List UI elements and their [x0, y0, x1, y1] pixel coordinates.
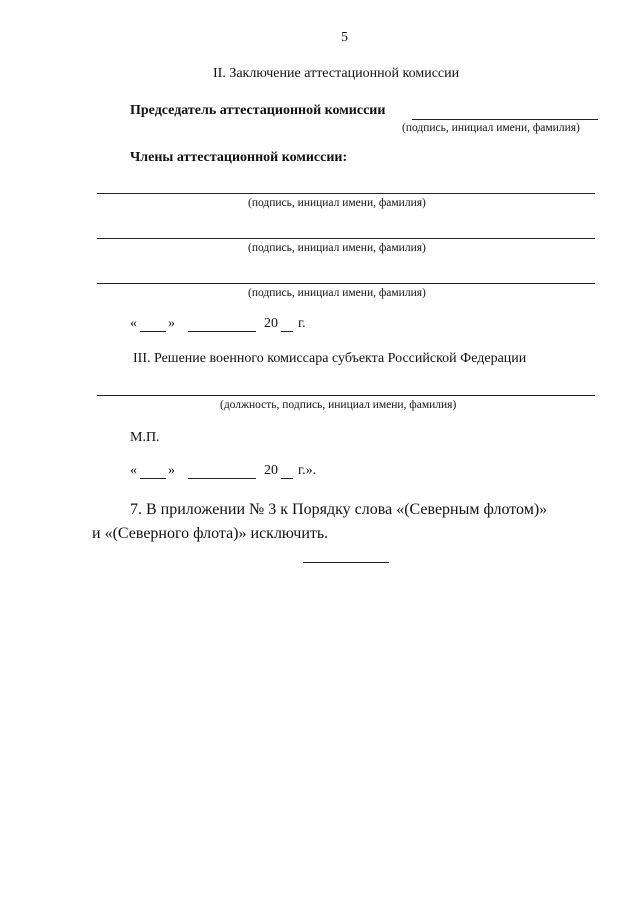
section-3-title: III. Решение военного комиссара субъекта Российской Федерации — [133, 351, 527, 366]
page-number: 5 — [341, 30, 348, 45]
date-year-1: 20 — [264, 316, 278, 331]
commissar-caption: (должность, подпись, инициал имени, фамилия) — [220, 399, 457, 411]
chairman-signature-line — [412, 119, 598, 120]
date-close-quote-1: » — [168, 316, 175, 331]
commissar-signature-line — [97, 395, 595, 396]
paragraph-7-line-2: и «(Северного флота)» исключить. — [92, 525, 329, 542]
member-caption-3: (подпись, инициал имени, фамилия) — [248, 287, 426, 299]
member-caption-2: (подпись, инициал имени, фамилия) — [248, 242, 426, 254]
paragraph-7-line-1: 7. В приложении № 3 к Порядку слова «(Северным флотом)» — [130, 501, 548, 518]
member-signature-line-2 — [97, 238, 595, 239]
date-year-blank-1 — [281, 331, 293, 332]
member-caption-1: (подпись, инициал имени, фамилия) — [248, 197, 426, 209]
date-close-quote-2: » — [168, 463, 175, 478]
date-year-2: 20 — [264, 463, 278, 478]
chairman-label: Председатель аттестационной комиссии — [130, 103, 386, 118]
end-separator-line — [303, 562, 389, 563]
date-open-quote-1: « — [130, 316, 137, 331]
chairman-caption: (подпись, инициал имени, фамилия) — [402, 122, 580, 134]
date-month-blank-1 — [188, 331, 256, 332]
date-year-blank-2 — [281, 478, 293, 479]
date-day-blank-1 — [140, 331, 166, 332]
date-suffix-2: г.». — [298, 463, 317, 478]
date-month-blank-2 — [188, 478, 256, 479]
members-label: Члены аттестационной комиссии: — [130, 150, 348, 165]
section-2-title: II. Заключение аттестационной комиссии — [213, 66, 460, 81]
date-suffix-1: г. — [298, 316, 306, 331]
date-day-blank-2 — [140, 478, 166, 479]
stamp-place-label: М.П. — [130, 430, 160, 445]
date-open-quote-2: « — [130, 463, 137, 478]
member-signature-line-3 — [97, 283, 595, 284]
member-signature-line-1 — [97, 193, 595, 194]
